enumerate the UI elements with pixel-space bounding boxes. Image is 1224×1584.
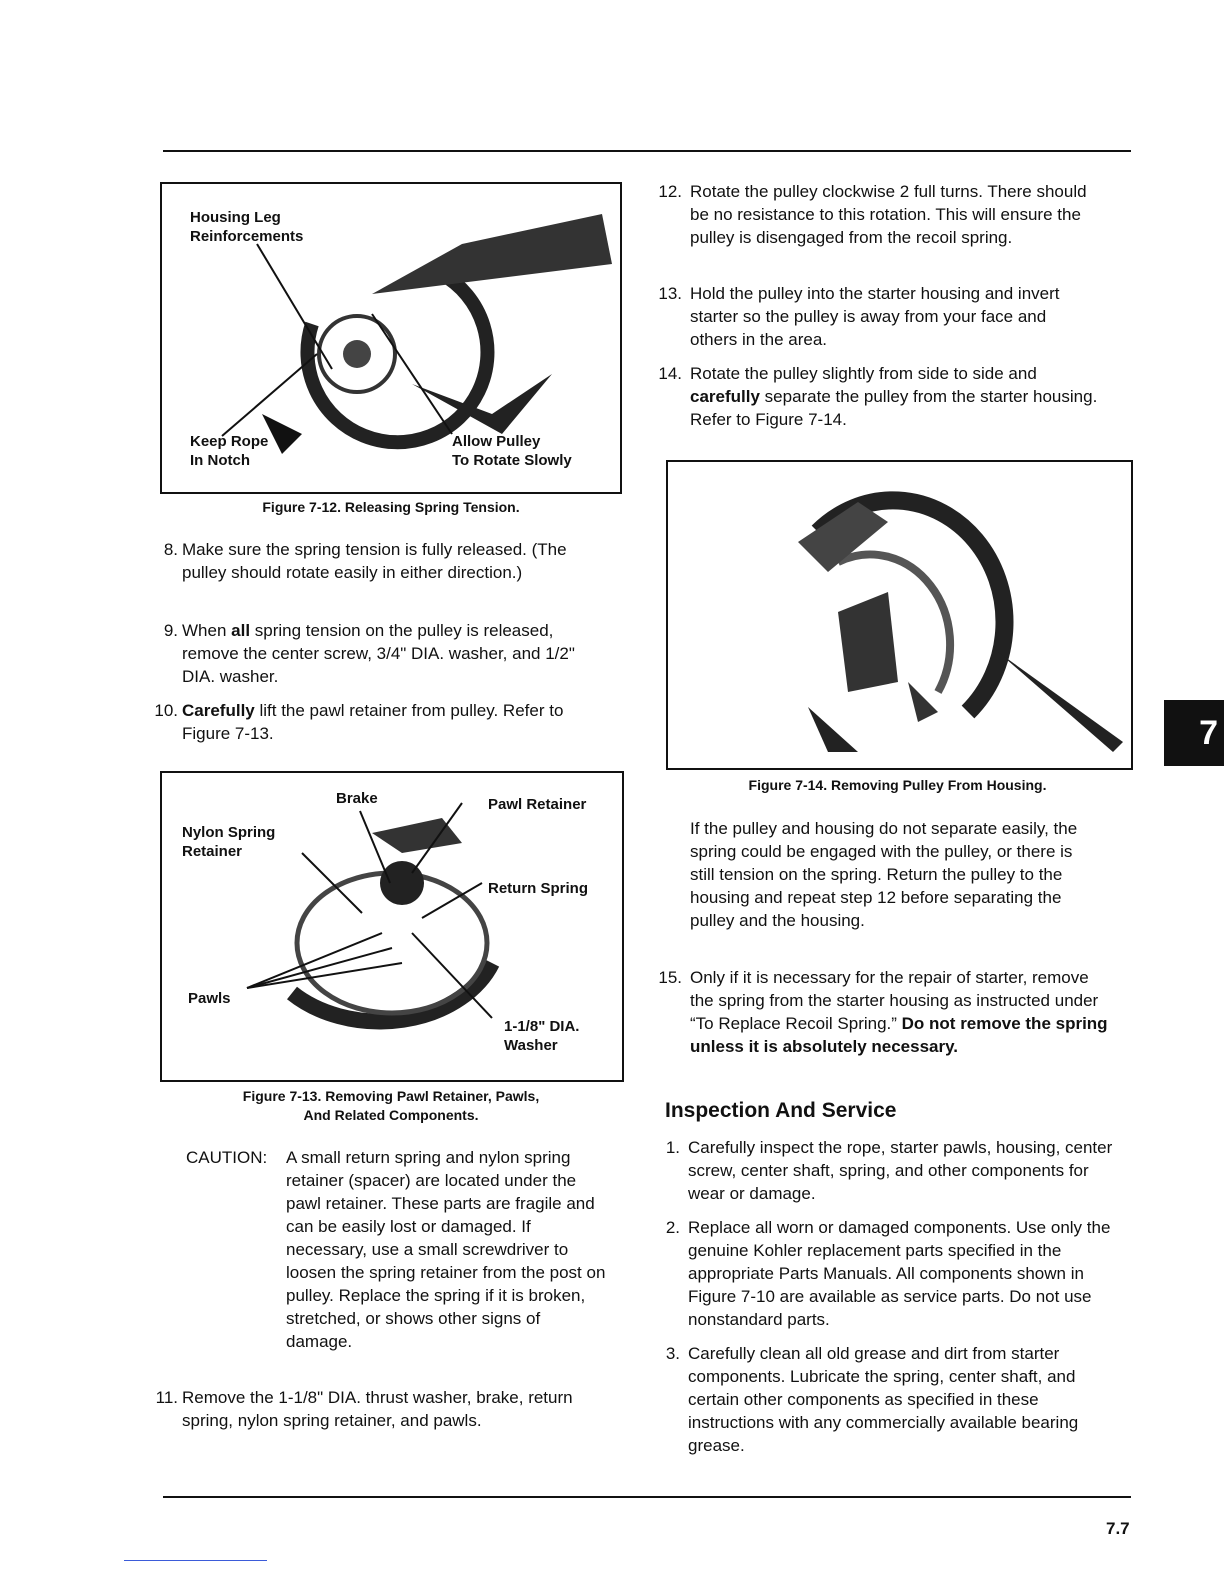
callout-keep-rope: Keep Rope In Notch <box>190 433 269 469</box>
step-9-bold: all <box>231 621 251 640</box>
step-10-number: 10. <box>154 701 178 720</box>
step-15-text <box>690 966 1108 1058</box>
callout-return-spring: Return Spring <box>488 880 588 897</box>
step-14-text-a: Rotate the pulley slightly from side to side and <box>690 364 1037 383</box>
inspection-item-1-text: Carefully inspect the rope, starter pawls, housing, center screw, center shaft, spring, and other components for wear or damage. <box>688 1138 1113 1203</box>
step-9-number: 9. <box>163 621 178 640</box>
figure-7-13-caption: Figure 7-13. Removing Pawl Retainer, Pawls, And Related Components. <box>242 1088 540 1123</box>
step-12-text: Rotate the pulley clockwise 2 full turns. There should be no resistance to this rotation. This will ensure the pulley is disengaged from the recoil spring. <box>690 182 1087 247</box>
step-14-text-b: separate the pulley from the starter housing. Refer to Figure 7-14. <box>690 387 1098 429</box>
figure-7-12-caption: Figure 7-12. Releasing Spring Tension. <box>262 499 520 515</box>
step-15-text-a: Only if it is necessary for the repair of starter, remove the spring from the starter housing as instructed under “To Replace Recoil Spring.” <box>690 968 1099 1033</box>
step-12-number: 12. <box>658 182 682 201</box>
inspection-heading: Inspection And Service <box>665 1099 897 1122</box>
figure-7-14-caption: Figure 7-14. Removing Pulley From Housing. <box>748 777 1047 793</box>
step-9-text <box>182 619 597 688</box>
step-10-bold: Carefully <box>182 701 255 720</box>
figure-7-13 <box>160 771 624 1082</box>
inspection-item-3-text: Carefully clean all old grease and dirt from starter components. Lubricate the spring, center shaft, and certain other components as specified in these instructions with any commercially available bearing grease. <box>688 1344 1079 1455</box>
callout-washer: 1-1/8" DIA. Washer <box>504 1018 580 1054</box>
step-13-number: 13. <box>658 284 682 303</box>
chapter-tab-number: 7 <box>1199 714 1218 752</box>
figure-7-14 <box>666 460 1133 770</box>
inspection-item-2-text: Replace all worn or damaged components. Use only the genuine Kohler replacement parts specified in the appropriate Parts Manuals. All components shown in Figure 7-10 are available as service parts. Do not use nonstandard parts. <box>688 1218 1111 1329</box>
figure-7-14-photo <box>668 462 1131 768</box>
callout-housing-leg: Housing Leg Reinforcements <box>190 209 304 245</box>
callout-brake: Brake <box>336 790 378 807</box>
step-15-number: 15. <box>658 968 682 987</box>
chapter-tab <box>1164 700 1224 766</box>
top-rule <box>163 150 1131 152</box>
step-14-text <box>690 362 1110 431</box>
callout-allow-pulley: Allow Pulley To Rotate Slowly <box>452 433 572 469</box>
bottom-rule <box>163 1496 1131 1498</box>
caution-label: CAUTION: <box>186 1148 268 1167</box>
page-number: 7.7 <box>1106 1519 1130 1538</box>
step-14-bold: carefully <box>690 387 760 406</box>
callout-pawl-retainer: Pawl Retainer <box>488 796 587 813</box>
step-9-text-a: When <box>182 621 232 640</box>
inspection-item-2-number: 2. <box>665 1218 680 1237</box>
footer-link-line <box>124 1560 267 1561</box>
step-9-text-b: spring tension on the pulley is released, remove the center screw, 3/4" DIA. washer, and 1/2" DIA. washer. <box>182 621 575 686</box>
inspection-item-3-number: 3. <box>665 1344 680 1363</box>
step-8-number: 8. <box>163 540 178 559</box>
step-11-number: 11. <box>155 1388 178 1407</box>
step-15-bold: Do not remove the spring unless it is absolutely necessary. <box>690 1014 1108 1056</box>
step-10-text <box>182 699 597 745</box>
callout-pawls: Pawls <box>188 990 231 1007</box>
step-11-text: Remove the 1-1/8" DIA. thrust washer, brake, return spring, nylon spring retainer, and pawls. <box>182 1388 573 1430</box>
caution-text: A small return spring and nylon spring retainer (spacer) are located under the pawl retainer. These parts are fragile and can be easily lost or damaged. If necessary, use a small screwdriver to loosen the spring retainer from the post on pulley. Replace the spring if it is broken, stretched, or shows other signs of damage. <box>286 1148 606 1351</box>
inspection-item-1-number: 1. <box>665 1138 680 1157</box>
figure-7-12 <box>160 182 622 494</box>
callout-nylon-spring: Nylon Spring Retainer <box>182 824 276 860</box>
step-8-text: Make sure the spring tension is fully released. (The pulley should rotate easily in either direction.) <box>182 540 567 582</box>
note-step-14: If the pulley and housing do not separate easily, the spring could be engaged with the pulley, or there is still tension on the spring. Return the pulley to the housing and repeat step 12 before separating the pulley and the housing. <box>690 819 1078 930</box>
step-14-number: 14. <box>658 364 682 383</box>
step-13-text: Hold the pulley into the starter housing and invert starter so the pulley is away from your face and others in the area. <box>690 284 1060 349</box>
step-10-text-b: lift the pawl retainer from pulley. Refer to Figure 7-13. <box>182 701 564 743</box>
